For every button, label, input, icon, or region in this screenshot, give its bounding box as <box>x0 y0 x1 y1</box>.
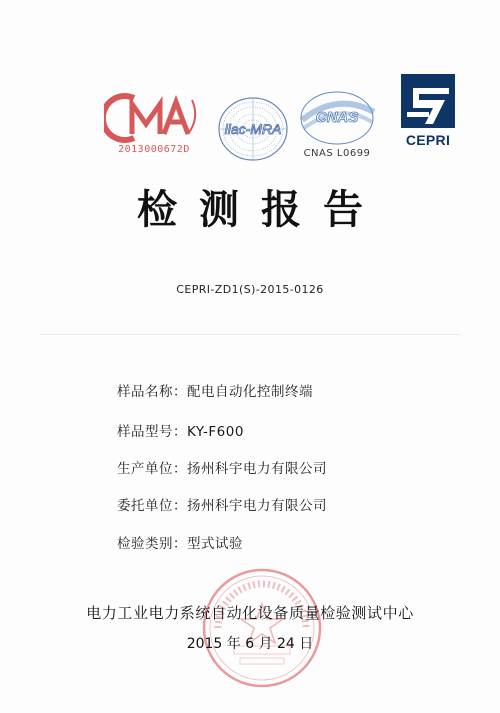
field-label: 检验类别： <box>117 536 187 552</box>
svg-text:ilac-MRA: ilac-MRA <box>224 121 282 137</box>
cma-code: 2013000672D <box>118 144 190 155</box>
cma-logo <box>104 88 204 168</box>
cnas-logo <box>292 88 382 168</box>
field-label: 委托单位： <box>117 498 187 514</box>
page-title: 检测报告 <box>137 187 385 233</box>
cnas-code: CNAS L0699 <box>303 148 371 159</box>
field-value: 配电自动化控制终端 <box>187 384 313 400</box>
scan-artifact-line <box>40 334 460 335</box>
official-seal-stamp <box>200 566 324 690</box>
cma-mark-icon <box>104 88 204 148</box>
field-value: 扬州科宇电力有限公司 <box>187 461 327 477</box>
cnas-mark-icon <box>292 88 382 148</box>
field-value: 扬州科宇电力有限公司 <box>187 498 327 514</box>
ilac-mra-logo <box>213 94 293 164</box>
report-number: CEPRI-ZD1(S)-2015-0126 <box>176 283 324 296</box>
field-test-type <box>117 532 243 552</box>
cepri-logo <box>395 72 461 150</box>
svg-text:CNAS: CNAS <box>315 109 359 126</box>
field-label: 样品名称： <box>117 384 187 400</box>
field-client <box>117 494 327 514</box>
field-label: 生产单位： <box>117 461 187 477</box>
cepri-emblem-icon <box>395 72 461 130</box>
field-value: 型式试验 <box>187 536 243 552</box>
field-label: 样品型号： <box>117 424 187 440</box>
issue-date: 2015 年 6 月 24 日 <box>186 636 314 652</box>
field-manufacturer <box>117 457 327 477</box>
field-sample-name <box>117 380 313 400</box>
cepri-wordmark: CEPRI <box>405 132 451 148</box>
issuing-organization: 电力工业电力系统自动化设备质量检验测试中心 <box>86 604 414 622</box>
field-value: KY-F600 <box>187 424 244 440</box>
field-sample-model <box>117 420 244 440</box>
ilac-globe-icon <box>213 94 293 164</box>
